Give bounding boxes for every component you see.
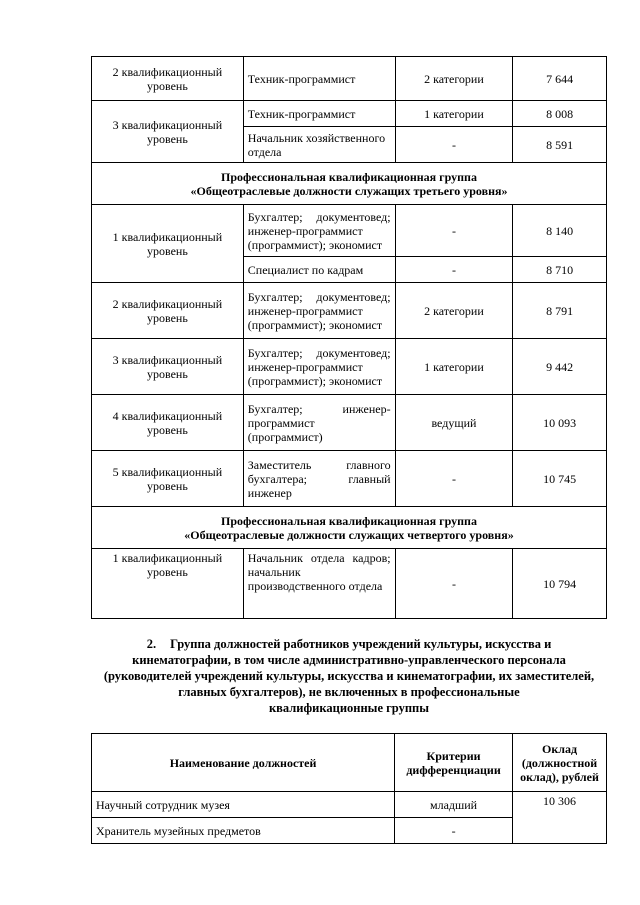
criteria-cell: 1 категории	[395, 101, 513, 127]
group-header-row	[92, 507, 607, 549]
salary-cell: 10 794	[513, 549, 607, 619]
criteria-cell: ведущий	[395, 395, 513, 451]
salary-cell: 10 745	[513, 451, 607, 507]
group-title: Профессиональная квалификационная группа	[221, 169, 477, 184]
position-cell: Заместитель главного бухгалтера; главный инженер	[243, 451, 395, 507]
salary-table-1	[91, 56, 607, 619]
section-title-line: Группа должностей работников учреждений культуры, искусства и	[170, 637, 552, 651]
salary-cell: 8 591	[513, 127, 607, 163]
table-row	[92, 101, 607, 127]
section-title-line: квалификационные группы	[268, 701, 429, 715]
position-cell: Хранитель музейных предметов	[92, 818, 395, 844]
salary-cell: 8 791	[513, 283, 607, 339]
section-title-line: кинематографии, в том числе административно-управленческого персонала	[132, 653, 566, 667]
table-row	[92, 205, 607, 257]
group-header-row	[92, 163, 607, 205]
group-header	[92, 163, 607, 205]
salary-cell: 8 008	[513, 101, 607, 127]
table-row	[92, 792, 607, 818]
level-cell: 4 квалификационный уровень	[92, 395, 244, 451]
table-row	[92, 395, 607, 451]
table-row	[92, 57, 607, 101]
level-cell: 5 квалификационный уровень	[92, 451, 244, 507]
header-position: Наименование должностей	[92, 734, 395, 792]
salary-cell: 8 140	[513, 205, 607, 257]
table-row	[92, 283, 607, 339]
table-header-row	[92, 734, 607, 792]
position-cell: Техник-программист	[243, 57, 395, 101]
section-2-heading	[80, 636, 618, 716]
salary-cell: 10 093	[513, 395, 607, 451]
position-cell: Начальник хозяйственного отдела	[243, 127, 395, 163]
criteria-cell: -	[395, 818, 513, 844]
salary-cell: 8 710	[513, 257, 607, 283]
criteria-cell: 2 категории	[395, 283, 513, 339]
position-cell: Начальник отдела кадров; начальник производственного отдела	[243, 549, 395, 619]
section-title-line: главных бухгалтеров), не включенных в профессиональные	[178, 685, 520, 699]
position-cell: Бухгалтер; документовед; инженер-программист (программист); экономист	[243, 283, 395, 339]
section-number: 2.	[146, 637, 157, 651]
position-cell: Бухгалтер; инженер-программист (программист)	[243, 395, 395, 451]
criteria-cell: -	[395, 257, 513, 283]
position-cell: Бухгалтер; документовед; инженер-программист (программист); экономист	[243, 339, 395, 395]
criteria-cell: 1 категории	[395, 339, 513, 395]
group-subtitle: «Общеотраслевые должности служащих третьего уровня»	[190, 183, 508, 198]
criteria-cell: -	[395, 205, 513, 257]
level-cell: 3 квалификационный уровень	[92, 101, 244, 163]
salary-cell: 7 644	[513, 57, 607, 101]
group-subtitle: «Общеотраслевые должности служащих четвертого уровня»	[184, 527, 514, 542]
section-title-line: (руководителей учреждений культуры, искусства и кинематографии, их заместителей,	[103, 669, 595, 683]
salary-cell: 9 442	[513, 339, 607, 395]
level-cell: 3 квалификационный уровень	[92, 339, 244, 395]
salary-cell: 10 306	[513, 792, 607, 844]
criteria-cell: -	[395, 549, 513, 619]
criteria-cell: младший	[395, 792, 513, 818]
criteria-cell: -	[395, 451, 513, 507]
criteria-cell: 2 категории	[395, 57, 513, 101]
group-title: Профессиональная квалификационная группа	[221, 513, 477, 528]
table-row	[92, 339, 607, 395]
position-cell: Научный сотрудник музея	[92, 792, 395, 818]
header-criteria: Критерии дифференциации	[395, 734, 513, 792]
group-header	[92, 507, 607, 549]
salary-table-2	[91, 733, 607, 844]
criteria-cell: -	[395, 127, 513, 163]
position-cell: Бухгалтер; документовед; инженер-программист (программист); экономист	[243, 205, 395, 257]
header-salary: Оклад (должностной оклад), рублей	[513, 734, 607, 792]
table-row	[92, 549, 607, 619]
table-row	[92, 451, 607, 507]
position-cell: Специалист по кадрам	[243, 257, 395, 283]
level-cell: 1 квалификационный уровень	[92, 205, 244, 283]
level-cell: 2 квалификационный уровень	[92, 283, 244, 339]
level-cell: 1 квалификационный уровень	[92, 549, 244, 619]
position-cell: Техник-программист	[243, 101, 395, 127]
level-cell: 2 квалификационный уровень	[92, 57, 244, 101]
